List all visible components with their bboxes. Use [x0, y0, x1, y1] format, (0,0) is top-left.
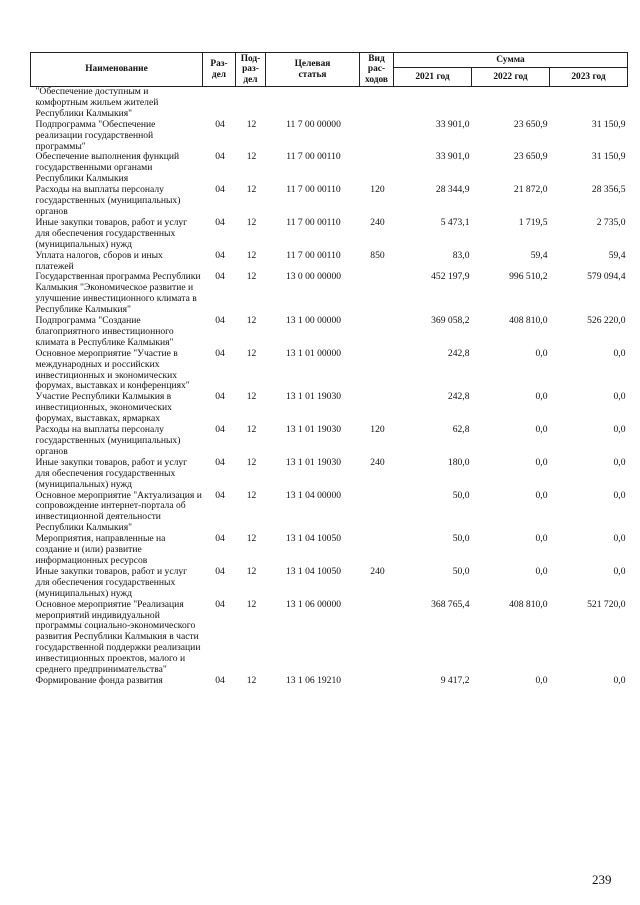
table-row: [31, 491, 628, 535]
table-row: [31, 567, 628, 600]
row-target: 13 1 04 10050: [285, 533, 342, 545]
row-name: "Обеспечение доступным и комфортным жильем жителей Республики Калмыкия": [35, 86, 159, 119]
row-target: 11 7 00 00110: [286, 249, 341, 261]
row-target: 13 1 01 19030: [285, 391, 342, 403]
row-sum-2023: 0,0: [613, 347, 626, 359]
row-sum-2023: [550, 87, 628, 120]
header-target: Целевая статья: [266, 53, 360, 87]
row-section: 04: [215, 347, 225, 359]
row-name: Иные закупки товаров, работ и услуг для обеспечения государственных (муниципальных) нужд: [35, 216, 188, 250]
row-name: Мероприятия, направленные на создание и (или) развитие информационных ресурсов: [35, 533, 166, 566]
row-sum-2022: 1 719,5: [518, 216, 548, 228]
row-target: 13 0 00 00000: [285, 271, 342, 283]
row-target: 13 1 04 10050: [285, 565, 342, 577]
row-name: Основное мероприятие "Участие в международных и российских инвестиционных и экономических форумах, выставках и конференциях": [35, 347, 190, 392]
row-target: 13 1 06 00000: [285, 598, 342, 610]
row-sum-2021: 33 901,0: [435, 118, 470, 130]
row-sum-2021: 28 344,9: [435, 184, 470, 196]
row-sum-2021: 5 473,1: [440, 216, 470, 228]
table-row: [31, 251, 628, 273]
row-sum-2022: 0,0: [535, 533, 548, 545]
table-row: [31, 458, 628, 491]
row-sum-2021: 242,8: [447, 347, 470, 359]
row-subsection: 12: [246, 216, 257, 228]
row-subsection: 12: [246, 424, 257, 436]
header-2021: 2021 год: [394, 68, 472, 87]
row-kind: [360, 491, 394, 535]
row-sum-2021: 242,8: [447, 391, 470, 403]
table-row: [31, 425, 628, 458]
row-section: 04: [215, 598, 225, 610]
row-sum-2022: 0,0: [535, 391, 548, 403]
table-row: [31, 600, 628, 676]
row-name: Государственная программа Республики Калмыкия "Экономическое развитие и улучшение инвестиционного климата в Республике Калмыкия": [35, 271, 201, 316]
row-section: 04: [215, 216, 225, 228]
row-section: 04: [215, 249, 225, 261]
row-sum-2023: 59,4: [608, 249, 626, 261]
table-row: [31, 87, 628, 120]
row-kind: [360, 120, 394, 153]
row-section: 04: [215, 674, 225, 686]
row-subsection: 12: [246, 598, 257, 610]
row-sum-2023: 0,0: [613, 489, 626, 501]
row-section: 04: [215, 456, 225, 468]
table-row: [31, 534, 628, 567]
row-name: Обеспечение выполнения функций государственными органами Республики Калмыкия: [35, 151, 180, 185]
row-name: Подпрограмма "Обеспечение реализации государственной программы": [35, 118, 156, 152]
row-target: 11 7 00 00110: [286, 184, 341, 196]
row-section: 04: [215, 118, 225, 130]
row-sum-2023: 28 356,5: [591, 184, 626, 196]
row-kind: 120: [370, 184, 385, 196]
row-sum-2021: 83,0: [452, 249, 470, 261]
row-name: Основное мероприятие "Актуализация и сопровождение интернет-портала об инвестиционной деятельности Республики Калмыкия": [35, 489, 202, 534]
row-name: Расходы на выплаты персоналу государственных (муниципальных) органов: [35, 184, 181, 217]
row-sum-2023: 521 720,0: [587, 598, 626, 610]
row-kind: [360, 316, 394, 349]
row-section: 04: [215, 533, 225, 545]
table-row: [31, 676, 628, 687]
header-section: Раз- дел: [203, 53, 236, 87]
table-row: [31, 272, 628, 316]
row-subsection: 12: [246, 533, 257, 545]
row-section: 04: [215, 184, 225, 196]
row-target: 13 1 00 00000: [285, 315, 342, 327]
table-row: [31, 316, 628, 349]
row-sum-2023: 31 150,9: [591, 151, 626, 163]
row-sum-2022: 0,0: [535, 456, 548, 468]
header-name: Наименование: [31, 53, 203, 87]
row-sum-2022: 59,4: [530, 249, 548, 261]
row-sum-2022: [472, 87, 550, 120]
row-kind: [360, 152, 394, 185]
table-body: [31, 87, 628, 687]
row-kind: 850: [370, 249, 385, 261]
row-sum-2021: 369 058,2: [431, 315, 470, 327]
row-sum-2022: 0,0: [535, 424, 548, 436]
row-sum-2022: 23 650,9: [513, 151, 548, 163]
row-sum-2022: 21 872,0: [513, 184, 548, 196]
row-sum-2021: 50,0: [452, 533, 470, 545]
row-sum-2022: 0,0: [535, 489, 548, 501]
row-kind: [360, 349, 394, 393]
row-sum-2022: 0,0: [535, 347, 548, 359]
page-number: 239: [592, 872, 612, 887]
table-header: [31, 53, 628, 87]
row-target: 11 7 00 00000: [286, 118, 341, 130]
row-sum-2022: 0,0: [535, 565, 548, 577]
row-sum-2023: 0,0: [613, 565, 626, 577]
row-section: [203, 87, 236, 120]
row-subsection: 12: [246, 489, 257, 501]
header-subsection: Под- раз- дел: [236, 53, 266, 87]
row-subsection: 12: [246, 674, 257, 686]
row-section: 04: [215, 271, 225, 283]
row-subsection: 12: [246, 184, 257, 196]
row-name: Участие Республики Калмыкия в инвестиционных, экономических форумах, выставках, ярмарках: [35, 391, 172, 425]
table-row: [31, 218, 628, 251]
row-sum-2021: [394, 87, 472, 120]
header-2023: 2023 год: [550, 68, 628, 87]
row-sum-2022: 996 510,2: [509, 271, 548, 283]
row-sum-2023: 0,0: [613, 391, 626, 403]
row-sum-2021: 368 765,4: [431, 598, 470, 610]
budget-table: [30, 52, 628, 687]
row-name: Формирование фонда развития: [35, 674, 163, 686]
row-kind: [360, 392, 394, 425]
row-kind: [360, 676, 394, 687]
table-row: [31, 392, 628, 425]
row-name: Уплата налогов, сборов и иных платежей: [35, 249, 163, 272]
row-kind: 240: [370, 565, 385, 577]
row-subsection: 12: [246, 456, 257, 468]
row-target: 13 1 01 19030: [285, 424, 342, 436]
row-kind: [360, 534, 394, 567]
row-name: Расходы на выплаты персоналу государственных (муниципальных) органов: [35, 424, 181, 457]
row-sum-2023: 31 150,9: [591, 118, 626, 130]
row-sum-2023: 0,0: [613, 674, 626, 686]
row-sum-2021: 50,0: [452, 489, 470, 501]
row-section: 04: [215, 489, 225, 501]
row-subsection: 12: [246, 565, 257, 577]
row-sum-2022: 408 810,0: [509, 315, 548, 327]
row-sum-2023: 2 735,0: [596, 216, 626, 228]
row-sum-2022: 408 810,0: [509, 598, 548, 610]
row-name: Иные закупки товаров, работ и услуг для обеспечения государственных (муниципальных) нужд: [35, 456, 188, 490]
row-name: Основное мероприятие "Реализация мероприятий индивидуальной программы социально-экономического развития Республики Калмыкия в части государственной поддержки реализации инвестиционных проектов, малого и среднего предпринимательства": [35, 598, 201, 676]
row-subsection: 12: [246, 315, 257, 327]
row-target: 13 1 01 19030: [285, 456, 342, 468]
row-subsection: 12: [246, 118, 257, 130]
row-sum-2023: 579 094,4: [587, 271, 626, 283]
row-kind: [360, 87, 394, 120]
row-sum-2021: 452 197,9: [431, 271, 470, 283]
row-sum-2023: 0,0: [613, 424, 626, 436]
row-section: 04: [215, 315, 225, 327]
row-sum-2021: 62,8: [452, 424, 470, 436]
row-name: Подпрограмма "Создание благоприятного инвестиционного климата в Республике Калмыкия": [35, 315, 174, 348]
row-section: 04: [215, 151, 225, 163]
row-subsection: [236, 87, 266, 120]
row-target: 11 7 00 00110: [286, 151, 341, 163]
row-sum-2021: 33 901,0: [435, 151, 470, 163]
row-target: [266, 87, 360, 120]
row-kind: 240: [370, 216, 385, 228]
row-kind: [360, 272, 394, 316]
table-row: [31, 120, 628, 153]
row-kind: 240: [370, 456, 385, 468]
row-kind: 120: [370, 424, 385, 436]
row-section: 04: [215, 565, 225, 577]
header-2022: 2022 год: [472, 68, 550, 87]
table-row: [31, 152, 628, 185]
header-kind: Вид рас- ходов: [360, 53, 394, 87]
row-subsection: 12: [246, 271, 257, 283]
row-sum-2021: 50,0: [452, 565, 470, 577]
row-kind: [360, 600, 394, 676]
table-row: [31, 349, 628, 393]
row-target: 13 1 01 00000: [285, 347, 342, 359]
row-sum-2021: 180,0: [447, 456, 470, 468]
row-sum-2023: 0,0: [613, 533, 626, 545]
row-sum-2022: 23 650,9: [513, 118, 548, 130]
row-name: Иные закупки товаров, работ и услуг для обеспечения государственных (муниципальных) нужд: [35, 565, 188, 599]
row-target: 11 7 00 00110: [286, 216, 341, 228]
row-subsection: 12: [246, 347, 257, 359]
row-sum-2022: 0,0: [535, 674, 548, 686]
row-target: 13 1 04 00000: [285, 489, 342, 501]
row-subsection: 12: [246, 391, 257, 403]
row-sum-2021: 9 417,2: [440, 674, 470, 686]
row-subsection: 12: [246, 151, 257, 163]
row-section: 04: [215, 424, 225, 436]
row-section: 04: [215, 391, 225, 403]
row-sum-2023: 0,0: [613, 456, 626, 468]
table-row: [31, 185, 628, 218]
header-sum: Сумма: [394, 53, 628, 68]
row-subsection: 12: [246, 249, 257, 261]
row-target: 13 1 06 19210: [285, 674, 342, 686]
row-sum-2023: 526 220,0: [587, 315, 626, 327]
